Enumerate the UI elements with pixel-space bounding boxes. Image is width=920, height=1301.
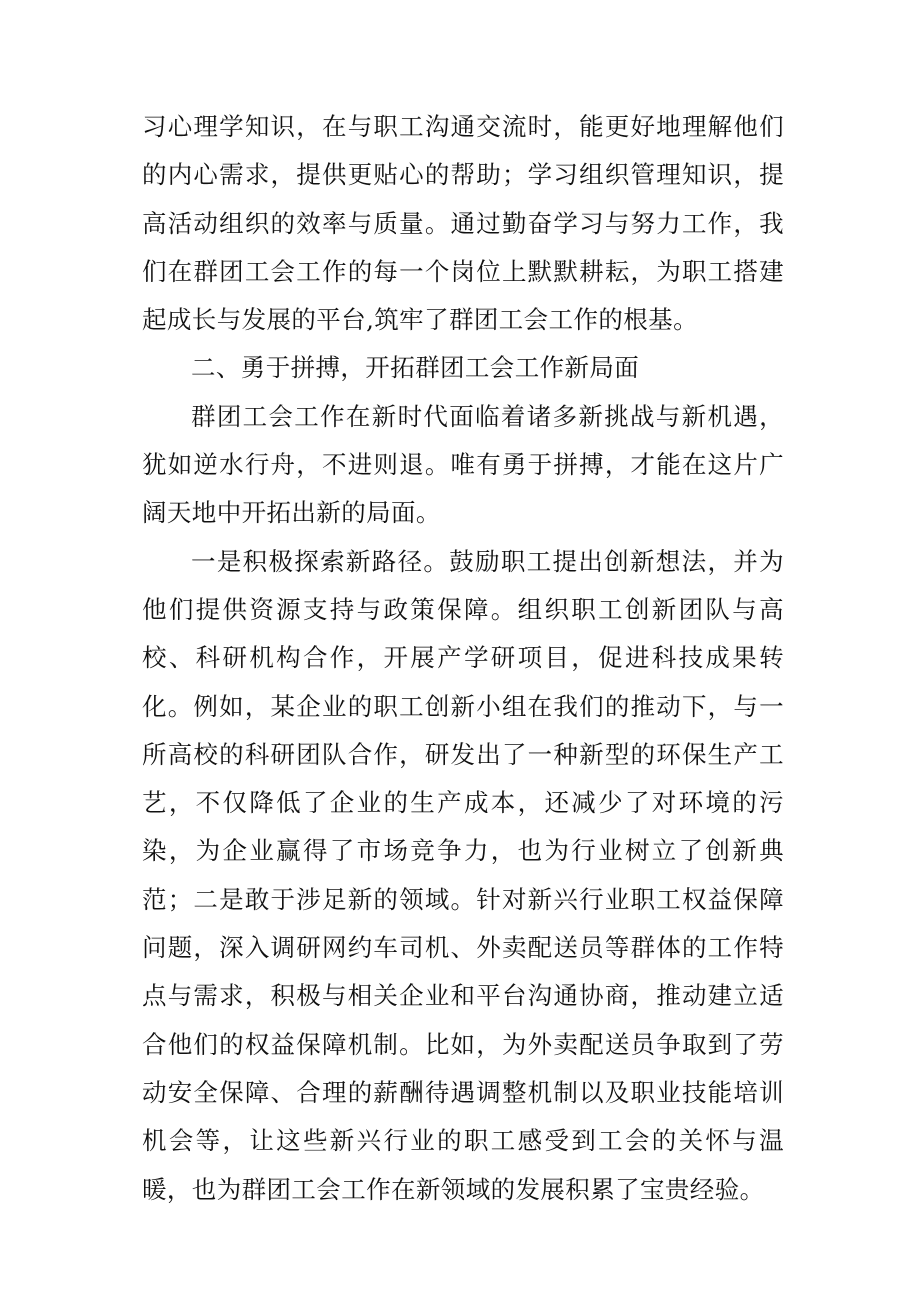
paragraph-continuation: 习心理学知识，在与职工沟通交流时，能更好地理解他们的内心需求，提供更贴心的帮助；学习组织管理知识，提高活动组织的效率与质量。通过勤奋学习与努力工作，我们在群团工会工作的每一个岗位上默默耕耘，为职工搭建起成长与发展的平台,筑牢了群团工会工作的根基。 (142, 112, 784, 335)
paragraph-examples: 一是积极探索新路径。鼓励职工提出创新想法，并为他们提供资源支持与政策保障。组织职工创新团队与高校、科研机构合作，开展产学研项目，促进科技成果转化。例如，某企业的职工创新小组在我们的推动下，与一所高校的科研团队合作，研发出了一种新型的环保生产工艺，不仅降低了企业的生产成本，还减少了对环境的污染，为企业赢得了市场竞争力，也为行业树立了创新典范；二是敢于涉足新的领域。针对新兴行业职工权益保障问题，深入调研网约车司机、外卖配送员等群体的工作特点与需求，积极与相关企业和平台沟通协商，推动建立适合他们的权益保障机制。比如，为外卖配送员争取到了劳动安全保障、合理的薪酬待遇调整机制以及职业技能培训机会等，让这些新兴行业的职工感受到工会的关怀与温暖，也为群团工会工作在新领域的发展积累了宝贵经验。 (142, 546, 784, 1204)
paragraph-intro: 群团工会工作在新时代面临着诸多新挑战与新机遇，犹如逆水行舟，不进则退。唯有勇于拼搏，才能在这片广阔天地中开拓出新的局面。 (142, 401, 784, 528)
document-page (142, 103, 784, 1214)
section-heading: 二、勇于拼搏，开拓群团工会工作新局面 (191, 353, 640, 383)
